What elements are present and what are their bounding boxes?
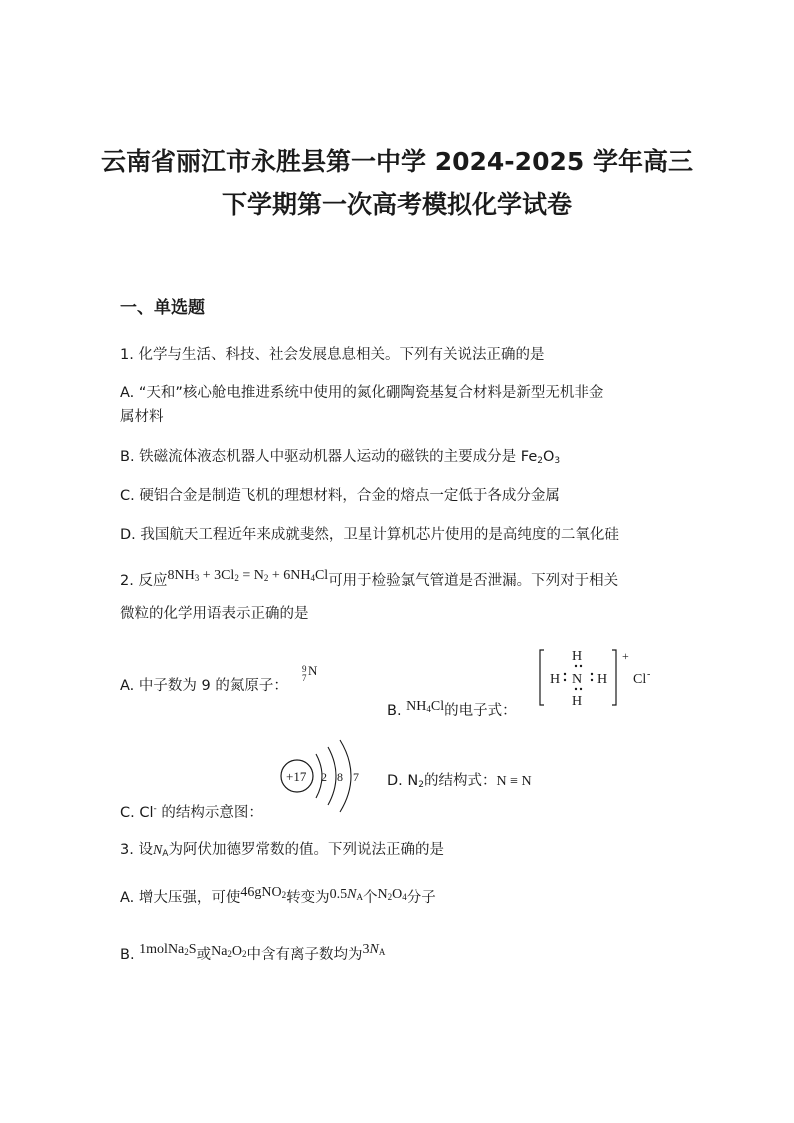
na-symbol: N: [369, 942, 379, 957]
q3-option-b-prefix: B.: [120, 947, 140, 963]
q2-option-d-prefix: D. N: [387, 773, 419, 789]
q3-option-a-count: 个: [362, 890, 378, 906]
formula-part: O: [392, 887, 403, 902]
eq-sub: 3: [194, 573, 200, 583]
q2-option-c-sup: -: [153, 804, 157, 814]
shell-2-count: 8: [337, 770, 343, 784]
q3-stem-prefix: 3. 设: [120, 842, 153, 858]
q2-stem-line1: [120, 569, 618, 590]
q1-option-b-text: B. 铁磁流体液态机器人中驱动机器人运动的磁铁的主要成分是 Fe: [120, 449, 538, 465]
section-heading: 一、单选题: [120, 298, 205, 318]
q2-option-a-text: A. 中子数为 9 的氮原子：: [120, 678, 288, 694]
formula-part: S: [188, 942, 197, 957]
formula-sub: 2: [242, 949, 247, 959]
q3-option-a-mass: [240, 885, 286, 900]
electron-h-bottom: H: [572, 694, 583, 709]
q2-option-d: [387, 769, 532, 790]
eq-part: Cl: [314, 568, 329, 583]
formula-sub: 2: [387, 892, 393, 902]
nuclide-symbol: N: [308, 663, 318, 678]
eq-part: = N: [238, 568, 264, 583]
q1-option-d: D. 我国航天工程近年来成就斐然，卫星计算机芯片使用的是高纯度的二氧化硅: [120, 527, 619, 543]
q3-option-b: [120, 943, 385, 964]
q2-stem-line2: 微粒的化学用语表示正确的是: [120, 606, 309, 622]
q2-option-b: [387, 699, 517, 720]
q3-stem-suffix: 为阿伏加德罗常数的值。下列说法正确的是: [168, 842, 444, 858]
amount-value: 3: [362, 942, 370, 957]
q2-option-b-prefix: B.: [387, 703, 407, 719]
title-line-2: 下学期第一次高考模拟化学试卷: [221, 190, 572, 219]
q2-option-a: [120, 674, 288, 695]
n2-structural-formula: N ≡ N: [496, 774, 532, 789]
q2-option-d-sub: 2: [418, 780, 424, 790]
formula-part: NH: [406, 699, 427, 714]
q3-na-sub: A: [162, 849, 169, 859]
shell-3-count: 7: [353, 770, 359, 784]
q1-option-a-line1: A. “天和”核心舱电推进系统中使用的氮化硼陶瓷基复合材料是新型无机非金: [120, 385, 604, 401]
eq-part: + 6NH: [268, 568, 311, 583]
q1-option-b-sub1: 2: [537, 456, 543, 466]
formula-part: 46gNO: [240, 885, 282, 900]
q3-option-a: [120, 886, 436, 907]
q2-option-c: [120, 801, 263, 822]
q3-stem: [120, 838, 444, 859]
eq-part: + 3Cl: [199, 568, 235, 583]
q3-option-b-na2s: [139, 942, 196, 957]
formula-sub: 2: [184, 947, 189, 957]
electron-h-left: H: [550, 672, 561, 687]
formula-part: O: [231, 944, 243, 959]
q2-option-b-text: 的电子式：: [444, 703, 517, 719]
q1-option-c: C. 硬铝合金是制造飞机的理想材料，合金的熔点一定低于各成分金属: [120, 488, 560, 504]
q3-option-b-or: 或: [196, 947, 212, 963]
q1-option-b-o: O: [542, 449, 555, 465]
q1-option-b-sub2: 3: [554, 456, 561, 466]
q2-stem-prefix: 2. 反应: [120, 573, 168, 589]
na-symbol: N: [347, 887, 357, 902]
q3-option-a-prefix: A. 增大压强，可使: [120, 890, 241, 906]
amount-value: 0.5: [329, 887, 348, 902]
q3-na-symbol: N: [152, 843, 163, 858]
formula-part: 1molNa: [139, 942, 185, 957]
eq-part: 8NH: [167, 568, 195, 583]
electron-h-top: H: [572, 649, 583, 664]
nucleus-charge: +17: [286, 769, 307, 784]
q3-option-a-amount: [330, 887, 363, 902]
q1-stem: 1. 化学与生活、科技、社会发展息息相关。下列有关说法正确的是: [120, 347, 545, 363]
formula-part: Na: [211, 944, 228, 959]
shell-1-count: 2: [321, 770, 327, 784]
electron-shell-2: [328, 747, 336, 805]
eq-sub: 2: [263, 573, 269, 583]
formula-part: N: [377, 887, 388, 902]
q1-option-b: [120, 445, 560, 466]
formula-sub: 2: [281, 890, 287, 900]
chloride-charge: -: [647, 669, 651, 680]
q2-option-c-text: 的结构示意图：: [156, 805, 263, 821]
q3-option-b-na2o2: [211, 944, 246, 959]
formula-part: Cl: [430, 699, 445, 714]
nh4cl-electron-dot-diagram: [536, 645, 666, 711]
q3-option-b-amount: [363, 942, 386, 957]
title-line-1: 云南省丽江市永胜县第一中学 2024-2025 学年高三: [101, 147, 693, 176]
nuclide-mass-number: 9: [302, 664, 307, 674]
q3-option-a-mid: 转变为: [286, 890, 330, 906]
na-sub: A: [378, 947, 386, 957]
q2-option-d-text: 的结构式：: [423, 773, 497, 789]
q2-stem-suffix: 可用于检验氯气管道是否泄漏。下列对于相关: [328, 573, 619, 589]
na-sub: A: [356, 892, 363, 902]
electron-n-center: N: [572, 672, 583, 687]
nuclide-atomic-number: 7: [302, 673, 307, 683]
formula-sub: 4: [426, 704, 431, 714]
formula-sub: 4: [402, 892, 407, 902]
formula-sub: 2: [227, 949, 232, 959]
q3-option-b-mid: 中含有离子数均为: [246, 947, 363, 963]
q2-option-c-prefix: C. Cl: [120, 805, 154, 821]
cl-ion-structure-diagram: [278, 736, 368, 816]
ammonium-charge: +: [622, 649, 629, 663]
chloride-symbol: Cl: [633, 672, 647, 687]
electron-h-right: H: [597, 672, 608, 687]
q2-option-b-formula: [406, 699, 444, 714]
q2-equation: [167, 568, 328, 583]
eq-sub: 4: [310, 573, 315, 583]
eq-sub: 2: [234, 573, 239, 583]
q3-option-a-end: 分子: [406, 890, 436, 906]
q3-option-a-n2o4: [377, 887, 406, 902]
q1-option-a-line2: 属材料: [120, 409, 164, 425]
